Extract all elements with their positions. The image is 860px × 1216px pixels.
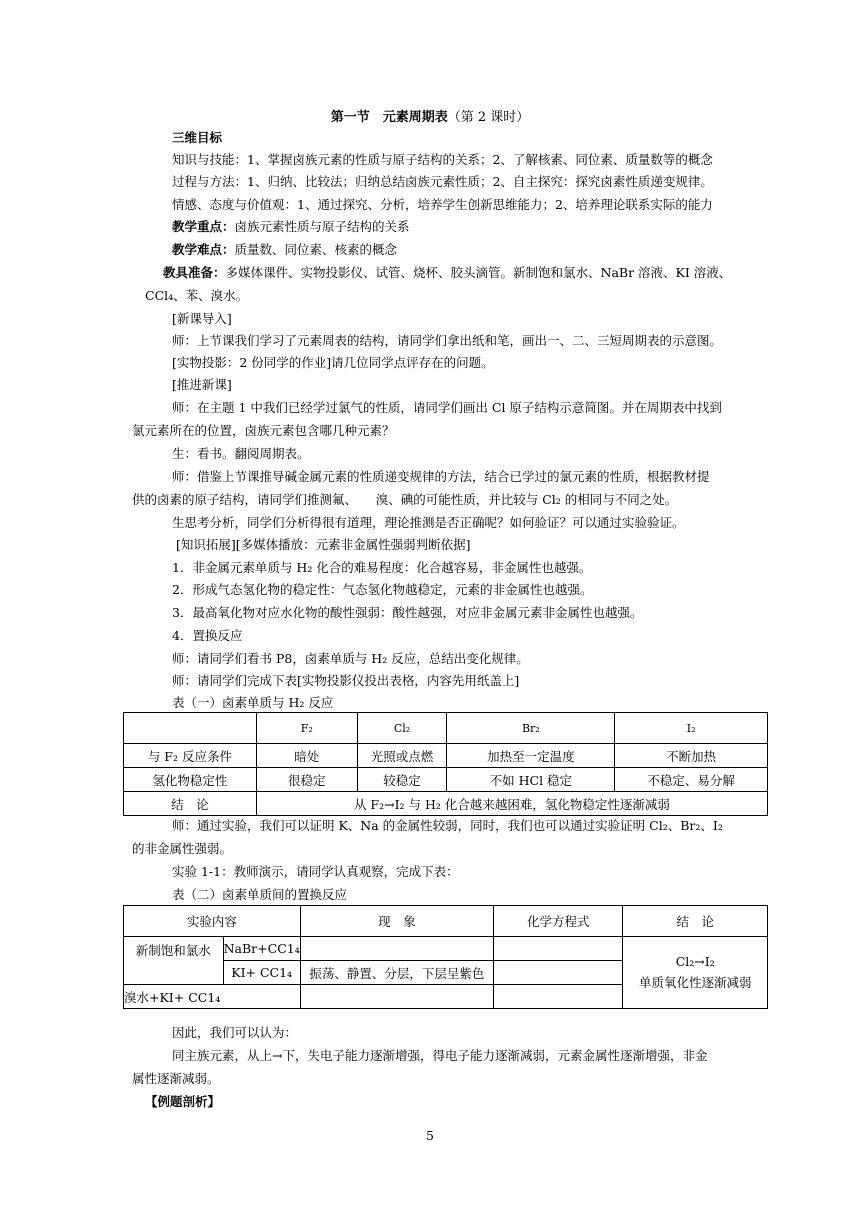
goal-knowledge: 知识与技能：1、掌握卤族元素的性质与原子结构的关系；2、了解核素、同位素、质量数等的概念 <box>172 152 713 167</box>
teacher-line-6b: 的非金属性强弱。 <box>132 841 233 856</box>
table1-header-empty <box>124 713 257 744</box>
table-halogen-h2 <box>123 712 768 816</box>
title-main: 第一节 元素周期表 <box>330 110 448 125</box>
rule-3: 3．最高氧化物对应水化物的酸性强弱：酸性越强，对应非金属元素非金属性也越强。 <box>172 605 643 620</box>
table2-cell-empty <box>300 985 493 1009</box>
student-line-1: 生：看书。翻阅周期表。 <box>172 446 310 461</box>
table1-cell: 氢化物稳定性 <box>124 768 257 792</box>
table1-conclusion-label: 结 论 <box>124 792 257 816</box>
teacher-line-2a: 师：在主题 1 中我们已经学过氯气的性质，请同学们画出 Cl 原子结构示意简图。并在周期表中找到 <box>172 400 722 415</box>
equipment-cont: CCl₄、苯、溴水。 <box>145 288 249 303</box>
table2-cell-empty <box>300 937 493 961</box>
key-text: 卤族元素性质与原子结构的关系 <box>234 219 410 234</box>
table1-cell: 与 F₂ 反应条件 <box>124 744 257 768</box>
student-line-2: 生思考分析，同学们分析得很有道理，理论推测是否正确呢？如何验证？可以通过实验验证。 <box>172 515 685 530</box>
extension-tag: [知识拓展][多媒体播放：元素非金属性强弱判断依据] <box>176 537 471 552</box>
diff-label: 教学难点： <box>172 242 235 257</box>
table2-caption: 表（二）卤素单质间的置换反应 <box>172 887 348 902</box>
table1-cell: 加热至一定温度 <box>447 744 615 768</box>
equipment <box>163 265 731 281</box>
rule-2: 2．形成气态氢化物的稳定性：气态氢化物越稳定，元素的非金属性也越强。 <box>172 582 593 597</box>
title-sub: （第 2 课时） <box>447 110 530 125</box>
teacher-line-2b: 氯元素所在的位置，卤族元素包含哪几种元素？ <box>132 423 395 438</box>
teacher-line-4: 师：请同学们看书 P8，卤素单质与 H₂ 反应，总结出变化规律。 <box>172 651 529 666</box>
equip-label: 教具准备： <box>163 265 226 280</box>
table2-cell-empty <box>493 985 622 1009</box>
equip-text: 多媒体课件、实物投影仪、试管、烧杯、胶头滴管。新制饱和氯水、NaBr 溶液、KI 溶液、 <box>225 265 732 280</box>
table2-ki: KI+ CC1₄ <box>223 961 300 985</box>
key-point <box>172 219 410 235</box>
table1-cell: 不稳定、易分解 <box>615 768 768 792</box>
teacher-line-3a: 师：借鉴上节课推导碱金属元素的性质递变规律的方法，结合已学过的氯元素的性质，根据教材提 <box>172 469 710 484</box>
summary-line-2: 属性逐渐减弱。 <box>132 1071 220 1086</box>
intro-tag: [新课导入] <box>172 311 232 326</box>
table2-chlorine-water: 新制饱和氯水 <box>124 937 224 985</box>
goal-emotion: 情感、态度与价值观：1、通过探究、分析，培养学生创新思维能力；2、培养理论联系实际的能力 <box>172 197 713 212</box>
rule-1: 1．非金属元素单质与 H₂ 化合的难易程度：化合越容易，非金属性也越强。 <box>172 560 592 575</box>
projection-line: [实物投影：2 份同学的作业]请几位同学点评存在的问题。 <box>172 355 494 370</box>
teacher-line-3b: 供的卤素的原子结构，请同学们推测氟、 溴、碘的可能性质，并比较与 Cl₂ 的相同与不同之处。 <box>132 492 678 507</box>
summary-line-1: 同主族元素，从上→下，失电子能力逐渐增强，得电子能力逐渐减弱，元素金属性逐渐增强，非金 <box>172 1048 708 1063</box>
table1-cell: 不断加热 <box>615 744 768 768</box>
goals-heading: 三维目标 <box>172 130 223 145</box>
table1-header-cl2: Cl₂ <box>357 713 447 744</box>
teacher-line-6a: 师：通过实验，我们可以证明 K、Na 的金属性较弱，同时，我们也可以通过实验证明 Cl₂、Br₂、I₂ <box>172 818 723 833</box>
advance-tag: [推进新课] <box>172 377 232 392</box>
table2-cell-empty <box>493 937 622 961</box>
table2-header-phenomenon: 现 象 <box>300 906 493 937</box>
table2-header-conclusion: 结 论 <box>623 906 768 937</box>
table1-cell: 光照或点燃 <box>357 744 447 768</box>
table1-cell: 不如 HCl 稳定 <box>447 768 615 792</box>
table1-caption: 表（一）卤素单质与 H₂ 反应 <box>172 695 334 710</box>
table2-conclusion-line1: Cl₂→I₂ <box>675 954 715 969</box>
page-number: 5 <box>426 1128 434 1143</box>
table1-conclusion: 从 F₂→I₂ 与 H₂ 化合越来越困难，氢化物稳定性逐渐减弱 <box>256 792 767 816</box>
table2-header-equation: 化学方程式 <box>493 906 622 937</box>
goal-process: 过程与方法：1、归纳、比较法；归纳总结卤族元素性质；2、自主探究：探究卤素性质递变规律。 <box>172 174 713 189</box>
table2-bromine-water: 溴水+KI+ CC1₄ <box>124 985 301 1009</box>
table1-header-br2: Br₂ <box>447 713 615 744</box>
page-title <box>0 106 860 125</box>
key-label: 教学重点： <box>172 219 235 234</box>
table-displacement <box>123 905 768 1009</box>
table2-cell-empty <box>493 961 622 985</box>
table1-cell: 很稳定 <box>256 768 357 792</box>
teacher-line-1: 师：上节课我们学习了元素周表的结构，请同学们拿出纸和笔，画出一、二、三短周期表的示意图。 <box>172 333 723 348</box>
teacher-line-5: 师：请同学们完成下表[实物投影仪投出表格，内容先用纸盖上] <box>172 673 520 688</box>
diff-text: 质量数、同位素、核素的概念 <box>234 242 398 257</box>
table2-phenomenon-ki: 振荡、静置、分层，下层呈紫色 <box>300 961 493 985</box>
table1-cell: 暗处 <box>256 744 357 768</box>
table2-header-content: 实验内容 <box>124 906 301 937</box>
example-heading: 【例题剖析】 <box>145 1094 221 1109</box>
rule-4: 4．置换反应 <box>172 628 243 643</box>
table1-header-i2: I₂ <box>615 713 768 744</box>
experiment-line: 实验 1-1：教师演示，请同学认真观察，完成下表： <box>172 864 459 879</box>
table1-header-f2: F₂ <box>256 713 357 744</box>
table2-conclusion <box>623 937 768 1009</box>
table1-cell: 较稳定 <box>357 768 447 792</box>
table2-nabr: NaBr+CC1₄ <box>223 937 300 961</box>
table2-conclusion-line2: 单质氧化性逐渐减弱 <box>638 975 752 990</box>
therefore-line: 因此，我们可以认为： <box>172 1025 298 1040</box>
difficulty <box>172 242 397 258</box>
